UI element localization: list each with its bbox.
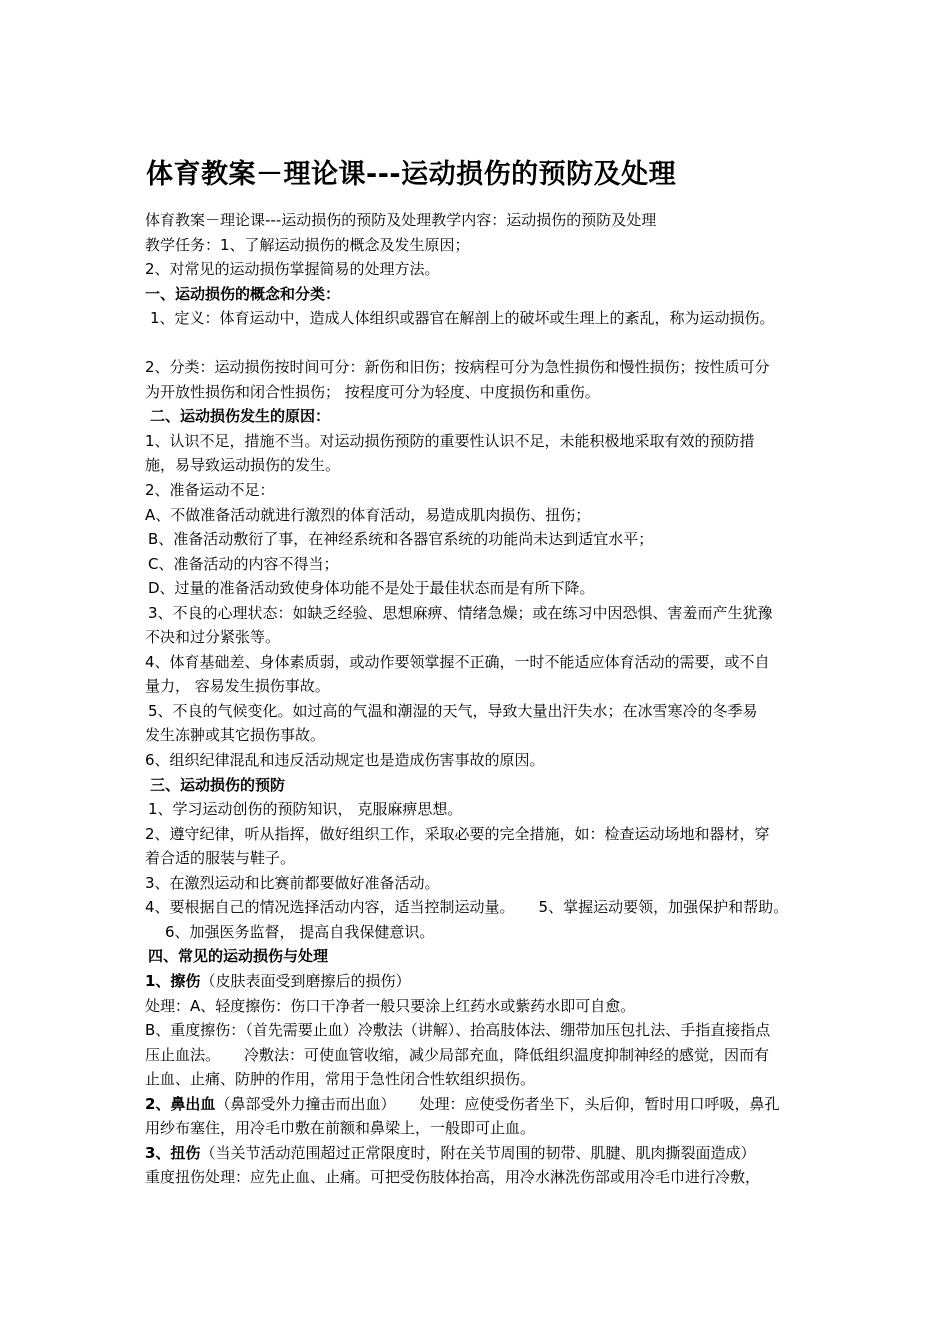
nosebleed-line	[145, 1092, 825, 1117]
cause-4-line-2: 量力， 容易发生损伤事故。	[145, 677, 330, 696]
section-heading-treatment: 四、常见的运动损伤与处理	[148, 947, 329, 966]
cause-2-line: 2、准备运动不足：	[145, 481, 275, 500]
prevention-4: 4、要根据自己的情况选择活动内容，适当控制运动量。	[145, 898, 515, 917]
prevention-6: 6、加强医务监督， 提高自我保健意识。	[165, 922, 435, 941]
cause-3-line-1: 3、不良的心理状态：如缺乏经验、思想麻痹、情绪急燥；或在练习中因恐惧、害羞而产生犹豫	[148, 603, 773, 622]
sprain-desc: （当关节活动范围超过正常限度时，附在关节周围的韧带、肌腱、肌肉撕裂面造成）	[200, 1143, 756, 1162]
prevention-4-5-line	[145, 895, 825, 920]
abrasion-severe-line-2	[145, 1043, 825, 1068]
cause-2-d: D、过量的准备活动致使身体功能不是处于最佳状态而是有所下降。	[148, 579, 595, 598]
sprain-label: 3、扭伤	[145, 1143, 201, 1162]
sprain-line	[145, 1141, 825, 1166]
prevention-3: 3、在激烈运动和比赛前都要做好准备活动。	[145, 873, 440, 892]
document-body	[145, 208, 825, 1190]
cause-6-line: 6、组织纪律混乱和违反活动规定也是造成伤害事故的原因。	[145, 751, 545, 770]
cause-2-b: B、准备活动敷衍了事，在神经系统和各器官系统的功能尚未达到适宜水平；	[148, 530, 654, 549]
abrasion-label: 1、擦伤	[145, 971, 201, 990]
nosebleed-handling: 处理：应使受伤者坐下，头后仰，暂时用口呼吸，鼻孔	[419, 1094, 780, 1113]
cause-1-line-2: 施，易导致运动损伤的发生。	[145, 456, 341, 475]
cause-2-c: C、准备活动的内容不得当；	[148, 554, 339, 573]
abrasion-severe-2b: 冷敷法：可使血管收缩，减少局部充血，降低组织温度抑制神经的感觉，因而有	[244, 1045, 770, 1064]
prevention-1: 1、学习运动创伤的预防知识， 克服麻痹思想。	[148, 800, 463, 819]
classification-line-2: 为开放性损伤和闭合性损伤； 按程度可分为轻度、中度损伤和重伤。	[145, 382, 600, 401]
intro-line: 体育教案－理论课---运动损伤的预防及处理教学内容：运动损伤的预防及处理	[145, 211, 657, 229]
section-heading-prevention: 三、运动损伤的预防	[150, 775, 286, 794]
classification-line-1: 2、分类：运动损伤按时间可分：新伤和旧伤；按病程可分为急性损伤和慢性损伤；按性质可分	[145, 358, 770, 377]
cause-1-line-1: 1、认识不足，措施不当。对运动损伤预防的重要性认识不足，未能积极地采取有效的预防措	[145, 431, 755, 450]
cause-3-line-2: 不决和过分紧张等。	[145, 628, 281, 647]
cause-2-a: A、不做准备活动就进行激烈的体育活动，易造成肌肉损伤、扭伤；	[145, 505, 591, 524]
nosebleed-label: 2、鼻出血	[145, 1094, 216, 1113]
nosebleed-desc: （鼻部受外力撞击而出血）	[215, 1094, 396, 1113]
cause-4-line-1: 4、体育基础差、身体素质弱，或动作要领掌握不正确，一时不能适应体育活动的需要，或不自	[145, 652, 770, 671]
abrasion-desc: （皮肤表面受到磨擦后的损伤）	[200, 971, 411, 990]
abrasion-severe-line-1: B、重度擦伤：（首先需要止血）冷敷法（讲解）、抬高肢体法、绷带加压包扎法、手指直接指点	[145, 1021, 771, 1040]
prevention-2-line-2: 着合适的服装与鞋子。	[145, 849, 296, 868]
blank-line	[145, 331, 825, 356]
abrasion-severe-line-3: 止血、止痛、防肿的作用，常用于急性闭合性软组织损伤。	[145, 1070, 536, 1089]
page-title: 体育教案－理论课---运动损伤的预防及处理	[146, 159, 677, 190]
cause-5-line-2: 发生冻翀或其它损伤事故。	[145, 726, 326, 745]
abrasion-mild: 处理：A、轻度擦伤：伤口干净者一般只要涂上红药水或紫药水即可自愈。	[145, 996, 636, 1015]
nosebleed-line-2: 用纱布塞住，用冷毛巾敷在前额和鼻梁上，一般即可止血。	[145, 1119, 536, 1138]
section-heading-concept: 一、运动损伤的概念和分类：	[145, 284, 341, 303]
section-heading-causes: 二、运动损伤发生的原因：	[150, 407, 331, 426]
cause-5-line-1: 5、不良的气候变化。如过高的气温和潮湿的天气，导致大量出汗失水；在冰雪寒冷的冬季易	[148, 701, 758, 720]
definition-line: 1、定义：体育运动中，造成人体组织或器官在解剖上的破坏或生理上的紊乱，称为运动损伤。	[150, 309, 775, 328]
abrasion-severe-2a: 压止血法。	[145, 1045, 221, 1064]
prevention-5: 5、掌握运动要领，加强保护和帮助。	[538, 898, 789, 917]
prevention-2-line-1: 2、遵守纪律，听从指挥，做好组织工作，采取必要的完全措施，如：检查运动场地和器材，穿	[145, 824, 770, 843]
abrasion-line	[145, 969, 825, 994]
sprain-handling: 重度扭伤处理：应先止血、止痛。可把受伤肢体抬高，用冷水淋洗伤部或用冷毛巾进行冷敷，	[145, 1168, 761, 1187]
task-line-2: 2、对常见的运动损伤掌握简易的处理方法。	[145, 260, 440, 279]
task-line-1: 教学任务：1、了解运动损伤的概念及发生原因；	[145, 235, 470, 254]
